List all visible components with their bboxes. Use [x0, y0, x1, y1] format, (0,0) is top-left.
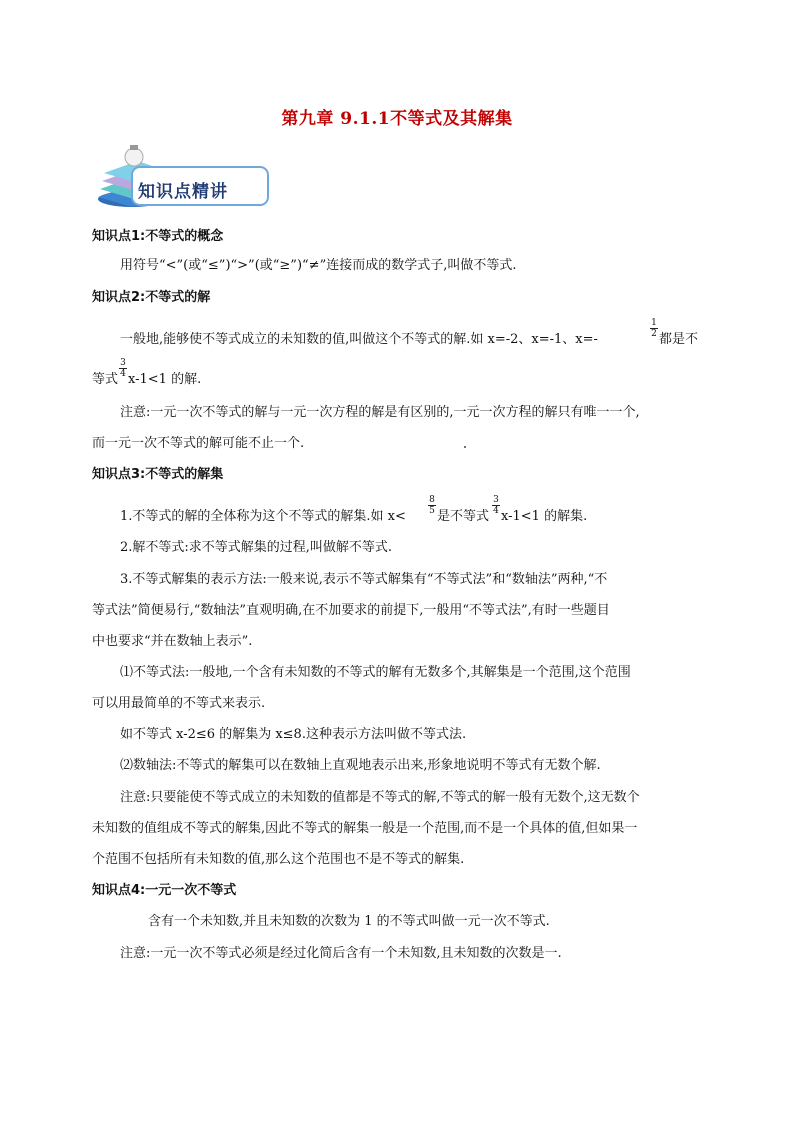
point-3-line-7a: 注意:只要能使不等式成立的未知数的值都是不等式的解,不等式的解一般有无数个,这无数个 [120, 790, 640, 805]
page-title: 第九章 9.1.1不等式及其解集 [281, 109, 513, 129]
point-2-line-1: 一般地,能够使不等式成立的未知数的值,叫做这个不等式的解.如 x=-2、x=-1、x=- [120, 332, 598, 347]
fraction-three-quarters-2: $\frac{3}{4}$ [493, 495, 499, 516]
heading-point-2: 知识点2:不等式的解 [92, 290, 211, 305]
point-3-line-7b: 未知数的值组成不等式的解集,因此不等式的解集一般是一个范围,而不是一个具体的值,但如果一 [92, 821, 638, 836]
point-4-line-2: 注意:一元一次不等式必须是经过化简后含有一个未知数,且未知数的次数是一. [120, 946, 562, 961]
point-3-line-3b: 等式法”简便易行,“数轴法”直观明确,在不加要求的前提下,一般用“不等式法”,有时一些题目 [92, 603, 610, 618]
point-3-line-4b: 可以用最简单的不等式来表示. [92, 696, 266, 711]
point-2-note-1: 注意:一元一次不等式的解与一元一次方程的解是有区别的,一元一次方程的解只有唯一一个, [120, 405, 640, 420]
point-3-line-6: ⑵数轴法:不等式的解集可以在数轴上直观地表示出来,形象地说明不等式有无数个解. [120, 758, 601, 773]
point-3-line-2: 2.解不等式:求不等式解集的过程,叫做解不等式. [120, 540, 393, 555]
banner-label: 知识点精讲 [138, 182, 228, 202]
point-2-note-2: 而一元一次不等式的解可能不止一个. [92, 436, 305, 451]
heading-point-4: 知识点4:一元一次不等式 [92, 883, 237, 898]
heading-point-3: 知识点3:不等式的解集 [92, 467, 224, 482]
point-3-line-3a: 3.不等式解集的表示方法:一般来说,表示不等式解集有“不等式法”和“数轴法”两种,“不 [120, 572, 608, 587]
fraction-one-half: $\frac{1}{2}$ [651, 318, 657, 339]
point-1-text: 用符号“<”(或“≤”)“>”(或“≥”)“≠”连接而成的数学式子,叫做不等式. [120, 258, 517, 273]
fraction-three-quarters: $\frac{3}{4}$ [120, 358, 126, 379]
point-3-line-5: 如不等式 x-2≤6 的解集为 x≤8.这种表示方法叫做不等式法. [120, 727, 467, 742]
point-2-line-2-start: 等式 [92, 372, 119, 387]
point-3-line-7c: 个范围不包括所有未知数的值,那么这个范围也不是不等式的解集. [92, 852, 465, 867]
point-4-line-1: 含有一个未知数,并且未知数的次数为 1 的不等式叫做一元一次不等式. [148, 914, 550, 929]
point-3-line-3c: 中也要求“并在数轴上表示”. [92, 634, 253, 649]
point-2-line-1-end: 都是不 [659, 332, 699, 347]
point-3-line-1c: x-1<1 的解集. [501, 509, 588, 524]
point-3-line-1a: 1.不等式的解的全体称为这个不等式的解集.如 x< [120, 509, 406, 524]
heading-point-1: 知识点1:不等式的概念 [92, 229, 224, 244]
point-3-line-1b: 是不等式 [437, 509, 490, 524]
stray-dot [464, 446, 466, 448]
point-2-line-2-end: x-1<1 的解. [128, 372, 202, 387]
point-3-line-4a: ⑴不等式法:一般地,一个含有未知数的不等式的解有无数多个,其解集是一个范围,这个范围 [120, 665, 631, 680]
fraction-eight-fifths: $\frac{8}{5}$ [429, 495, 435, 516]
